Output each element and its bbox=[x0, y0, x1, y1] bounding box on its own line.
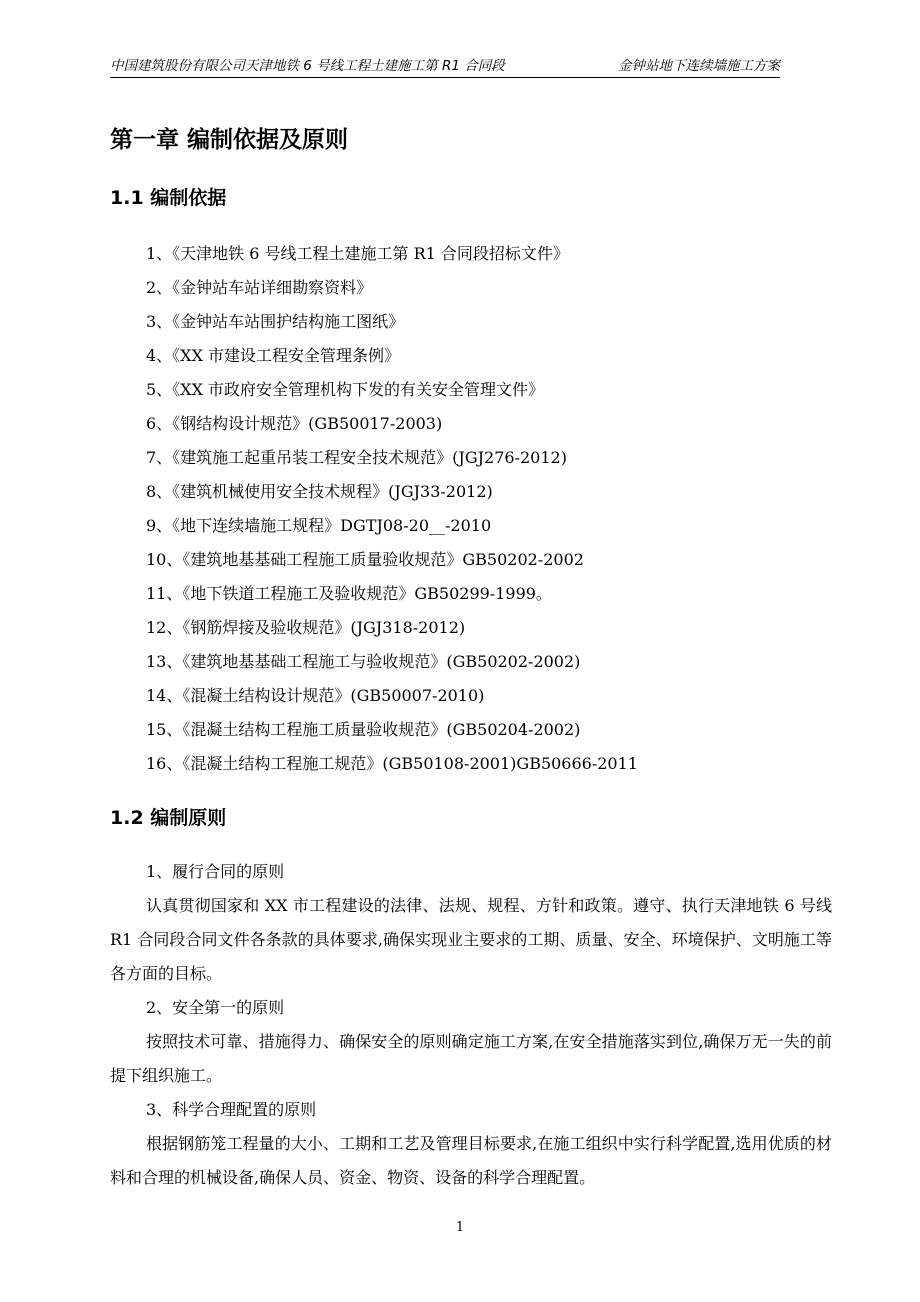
list-item: 7、《建筑施工起重吊装工程安全技术规范》(JGJ276-2012) bbox=[146, 448, 567, 467]
principle-heading-safety: 2、安全第一的原则 bbox=[146, 998, 285, 1017]
list-item: 5、《XX 市政府安全管理机构下发的有关安全管理文件》 bbox=[146, 380, 545, 399]
principle-text-allocation: 根据钢筋笼工程量的大小、工期和工艺及管理目标要求,在施工组织中实行科学配置,选用优质的材料和合理的机械设备,确保人员、资金、物资、设备的科学合理配置。 bbox=[110, 1134, 832, 1187]
principle-text-safety: 按照技术可靠、措施得力、确保安全的原则确定施工方案,在安全措施落实到位,确保万无一失的前提下组织施工。 bbox=[110, 1032, 832, 1085]
list-item: 13、《建筑地基基础工程施工与验收规范》(GB50202-2002) bbox=[146, 652, 581, 671]
header-document-title: 金钟站地下连续墙施工方案 bbox=[618, 58, 780, 74]
list-item: 2、《金钟站车站详细勘察资料》 bbox=[146, 278, 373, 297]
list-item: 11、《地下铁道工程施工及验收规范》GB50299-1999。 bbox=[146, 584, 552, 603]
list-item: 4、《XX 市建设工程安全管理条例》 bbox=[146, 346, 401, 365]
page-header bbox=[110, 55, 780, 78]
list-item: 8、《建筑机械使用安全技术规程》(JGJ33-2012) bbox=[146, 482, 493, 501]
list-item: 15、《混凝土结构工程施工质量验收规范》(GB50204-2002) bbox=[146, 720, 581, 739]
chapter-title: 第一章 编制依据及原则 bbox=[110, 127, 349, 153]
list-item: 14、《混凝土结构设计规范》(GB50007-2010) bbox=[146, 686, 485, 705]
principles-body bbox=[110, 855, 832, 1195]
principle-heading-contract: 1、履行合同的原则 bbox=[146, 862, 285, 881]
list-item: 10、《建筑地基基础工程施工质量验收规范》GB50202-2002 bbox=[146, 550, 584, 569]
principle-heading-allocation: 3、科学合理配置的原则 bbox=[146, 1100, 317, 1119]
list-item: 1、《天津地铁 6 号线工程土建施工第 R1 合同段招标文件》 bbox=[146, 244, 569, 263]
list-item: 16、《混凝土结构工程施工规范》(GB50108-2001)GB50666-2011 bbox=[146, 754, 638, 773]
principle-text-contract: 认真贯彻国家和 XX 市工程建设的法律、法规、规程、方针和政策。遵守、执行天津地铁 6 号线 R1 合同段合同文件各条款的具体要求,确保实现业主要求的工期、质量、安全、环境保护、文明施工等各方面的目标。 bbox=[110, 896, 832, 983]
list-item: 9、《地下连续墙施工规程》DGTJ08-20__-2010 bbox=[146, 516, 492, 535]
section-title-principles: 1.2 编制原则 bbox=[110, 807, 227, 829]
basis-list bbox=[146, 237, 638, 781]
header-project-name: 中国建筑股份有限公司天津地铁 6 号线工程土建施工第 R1 合同段 bbox=[110, 58, 505, 74]
page-number: 1 bbox=[455, 1220, 465, 1235]
list-item: 12、《钢筋焊接及验收规范》(JGJ318-2012) bbox=[146, 618, 466, 637]
list-item: 3、《金钟站车站围护结构施工图纸》 bbox=[146, 312, 405, 331]
list-item: 6、《钢结构设计规范》(GB50017-2003) bbox=[146, 414, 443, 433]
section-title-basis: 1.1 编制依据 bbox=[110, 187, 227, 209]
